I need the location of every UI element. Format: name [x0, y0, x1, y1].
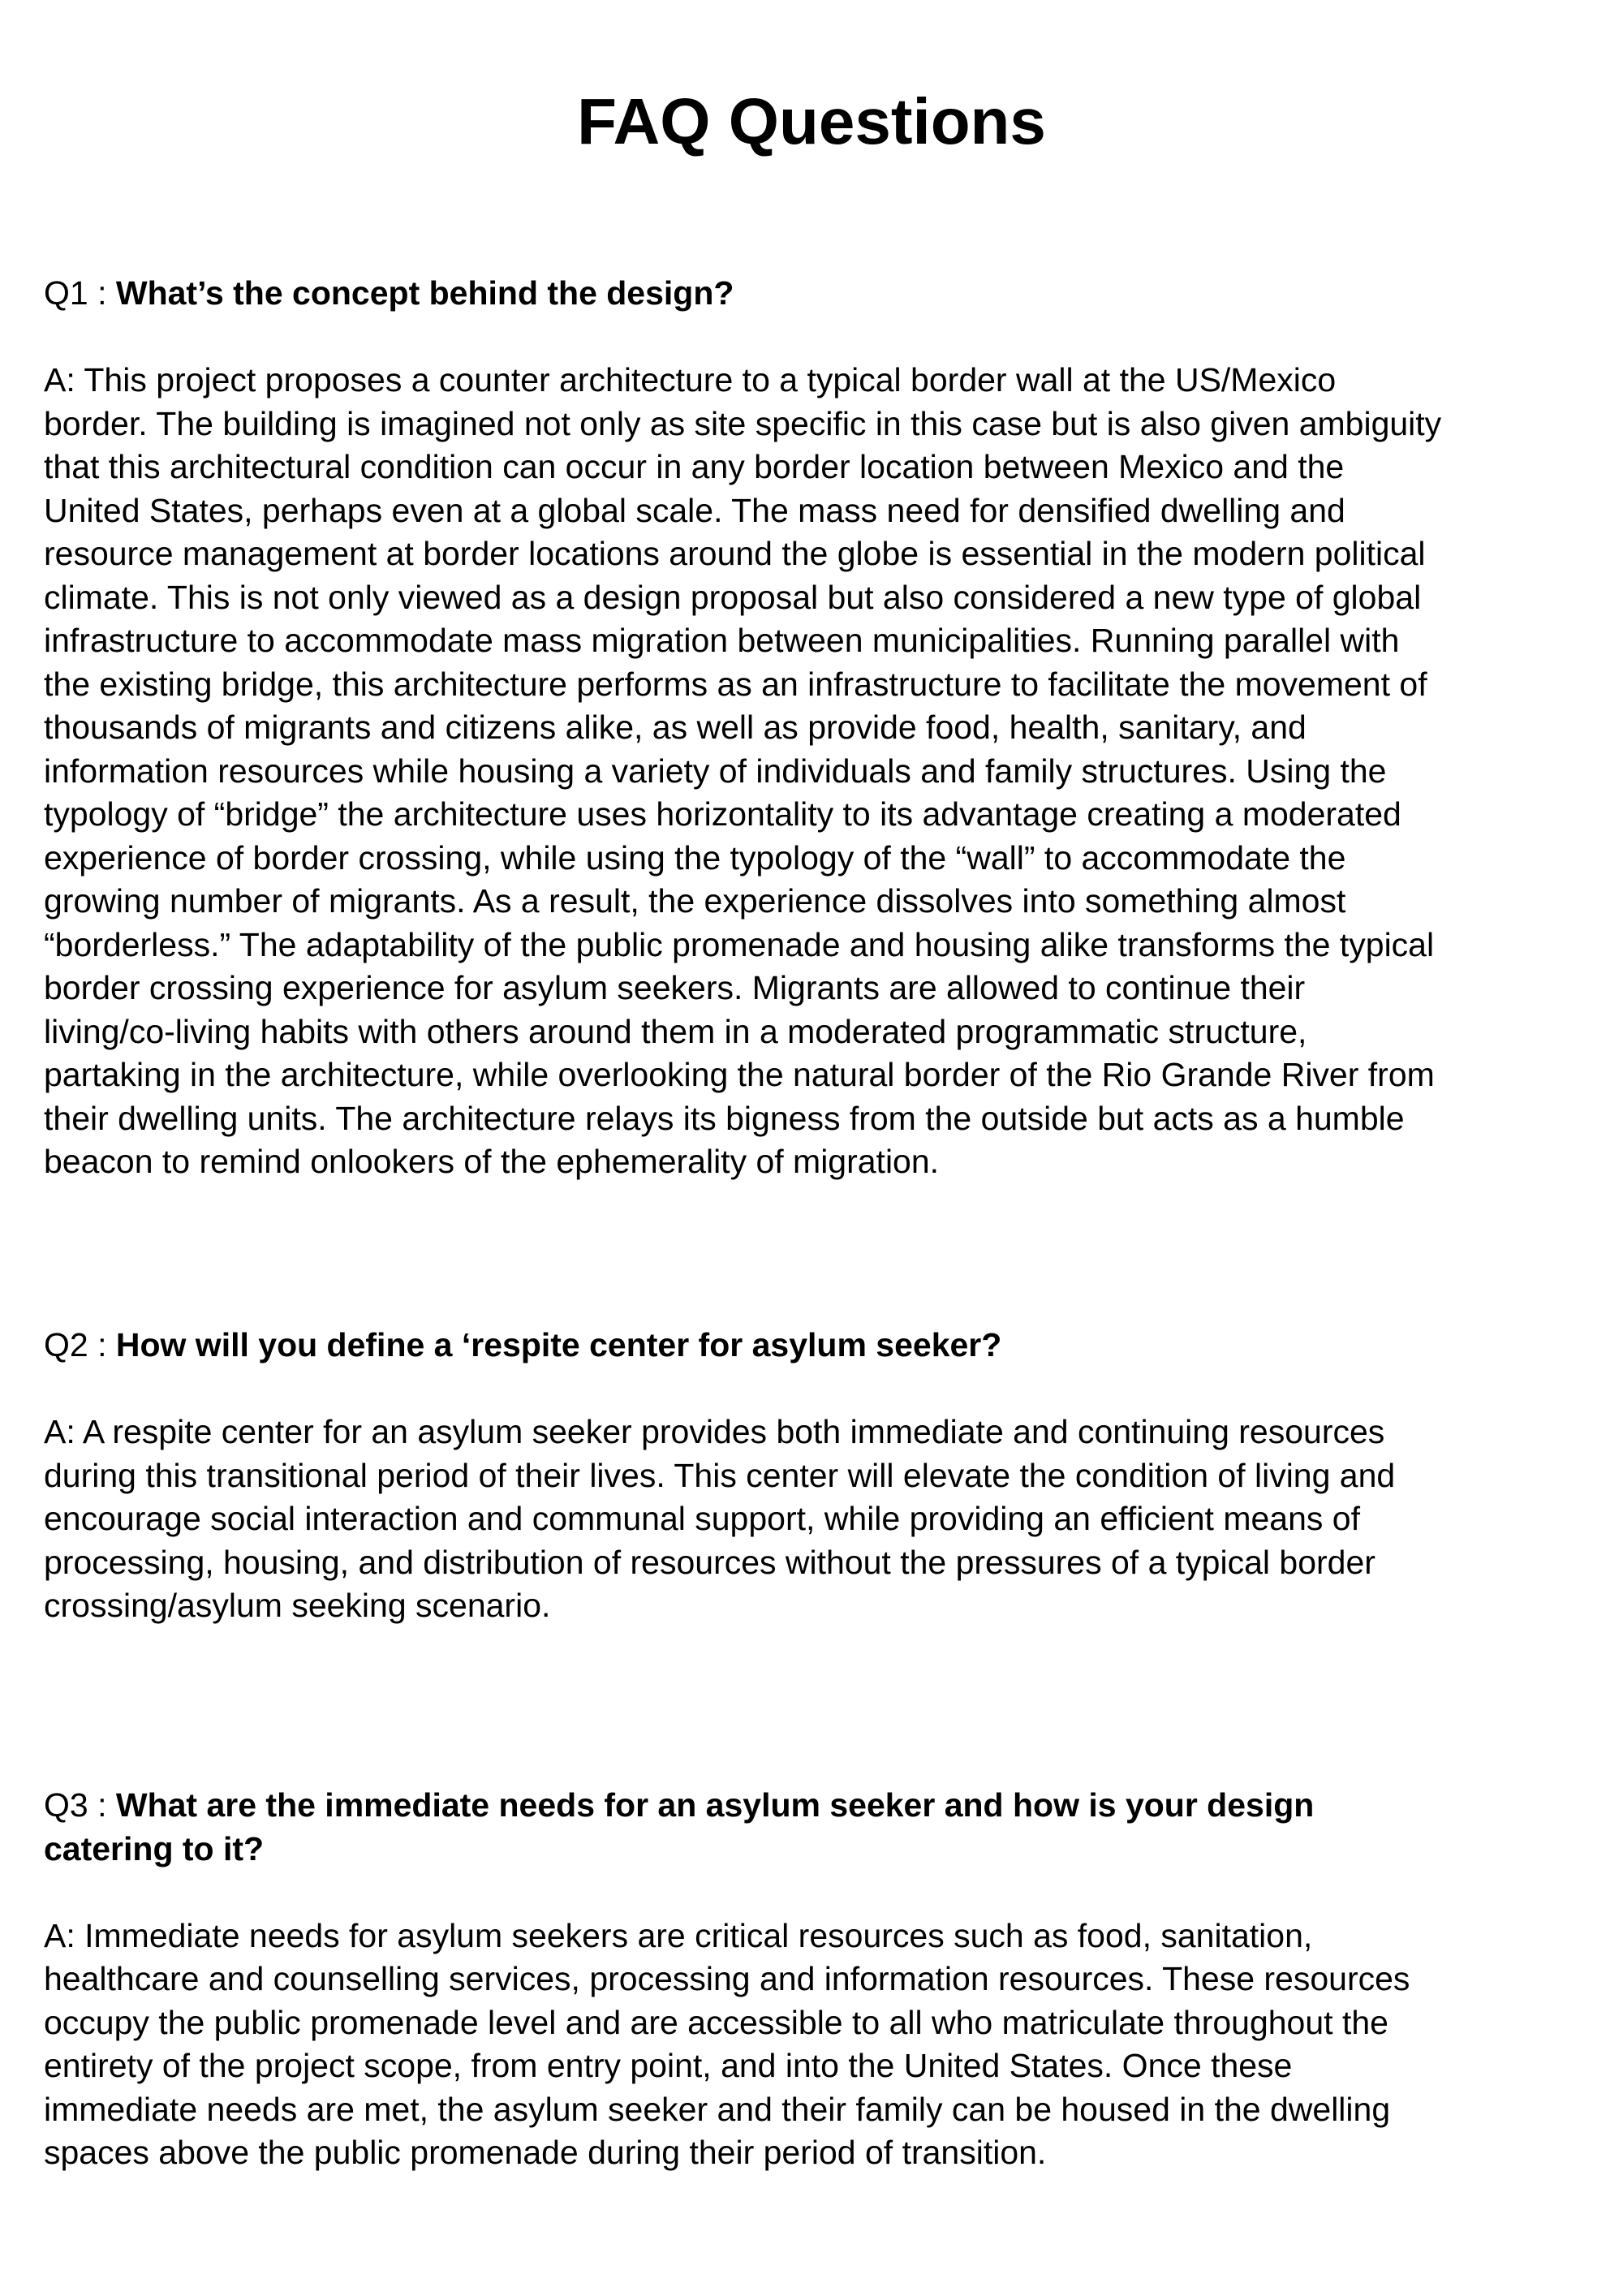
answer-text: A: This project proposes a counter architecture to a typical border wall at the US/Mexico border. The building is imagined not only as site specific in this case but is also given ambiguity that this architectural condition can occur in any border location between Mexico and the United States, perhaps even at a global scale. The mass need for densified dwelling and resource management at border locations around the globe is essential in the modern political climate. This is not only viewed as a design proposal but also considered a new type of global infrastructure to accommodate mass migration between municipalities. Running parallel with the existing bridge, this architecture performs as an infrastructure to facilitate the movement of thousands of migrants and citizens alike, as well as provide food, health, sanitary, and information resources while housing a variety of individuals and family structures. Using the typology of “bridge” the architecture uses horizontality to its advantage creating a moderated experience of border crossing, while using the typology of the “wall” to accommodate the growing number of migrants. As a result, the experience dissolves into something almost “borderless.” The adaptability of the public promenade and housing alike transforms the typical border crossing experience for asylum seekers. Migrants are allowed to continue their living/co-living habits with others around them in a moderated programmatic structure, partaking in the architecture, while overlooking the natural border of the Rio Grande River from their dwelling units. The architecture relays its bigness from the outside but acts as a humble beacon to remind onlookers of the ephemerality of migration. — [44, 361, 1442, 1180]
faq-item — [44, 1784, 1586, 2175]
answer-text: A: Immediate needs for asylum seekers are critical resources such as food, sanitation, healthcare and counselling services, processing and information resources. These resources occupy the public promenade level and are accessible to all who matriculate throughout the entirety of the project scope, from entry point, and into the United States. Once these immediate needs are met, the asylum seeker and their family can be housed in the dwelling spaces above the public promenade during their period of transition. — [44, 1916, 1410, 2171]
question-number: Q3 : — [44, 1786, 116, 1824]
answer-text: A: A respite center for an asylum seeker provides both immediate and continuing resources during this transitional period of their lives. This center will elevate the condition of living and encourage social interaction and communal support, while providing an efficient means of processing, housing, and distribution of resources without the pressures of a typical border crossing/asylum seeking scenario. — [44, 1413, 1396, 1624]
faq-item — [44, 272, 1586, 1184]
question-text: What’s the concept behind the design? — [115, 274, 734, 312]
question-number: Q1 : — [44, 274, 116, 312]
page-title: FAQ Questions — [577, 85, 1046, 157]
question-line — [44, 1324, 1586, 1368]
question-number: Q2 : — [44, 1326, 116, 1363]
question-text: How will you define a ‘respite center for asylum seeker? — [115, 1326, 1002, 1363]
question-text: What are the immediate needs for an asylum seeker and how is your design catering to it? — [44, 1786, 1315, 1867]
faq-item — [44, 1324, 1586, 1628]
question-line — [44, 1784, 1586, 1871]
question-line — [44, 272, 1586, 316]
